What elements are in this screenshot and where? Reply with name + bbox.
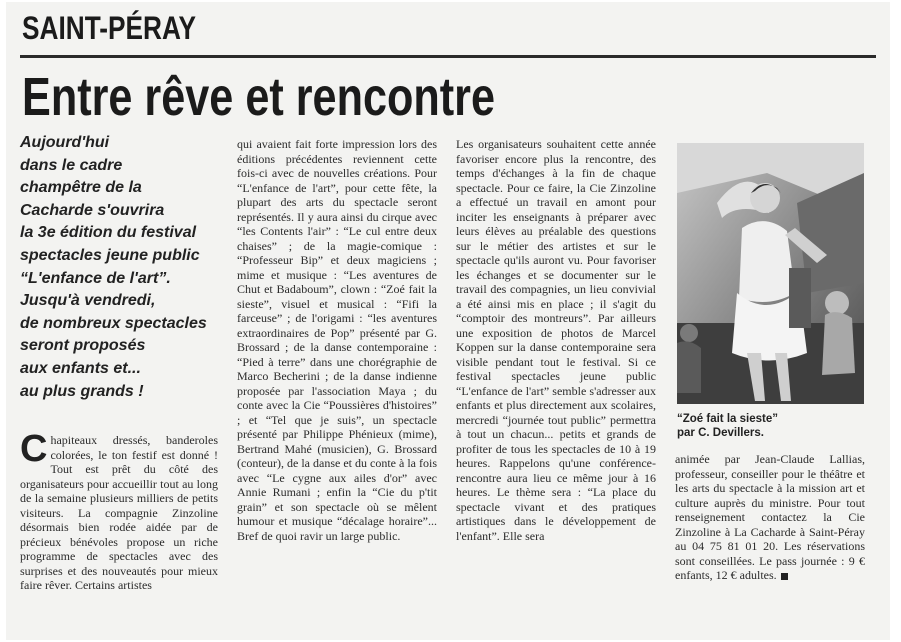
- lead-line: Jusqu'à vendredi,: [20, 292, 156, 310]
- lead-line: “L'enfance de l'art”.: [20, 269, 171, 287]
- lead-paragraph: [20, 132, 230, 403]
- headline: Entre rêve et rencontre: [22, 67, 495, 127]
- column-text: animée par Jean-Claude Lallias, professeur, conseiller pour le théâtre et les arts du spectacle à la mission art et culture auprès du ministre. Pour tout renseignement contactez la Cie Zinzoline à La Cacharde à Saint-Péray au 04 75 81 01 20. Les réservations sont conseillées. Le pass journée : 9 € enfants, 12 € adultes.: [675, 452, 865, 582]
- lead-line: champêtre de la: [20, 179, 142, 197]
- article-photo: [677, 143, 864, 404]
- article-column-4: [675, 452, 865, 604]
- caption-title: “Zoé fait la sieste”: [677, 413, 778, 425]
- lead-line: spectacles jeune public: [20, 246, 200, 264]
- article-column-3: [456, 137, 656, 603]
- lead-line: aux enfants et...: [20, 359, 141, 377]
- section-title: SAINT-PÉRAY: [22, 10, 197, 46]
- section-rule: [20, 55, 876, 58]
- lead-line: dans le cadre: [20, 156, 123, 174]
- column-text: qui avaient fait forte impression lors des éditions précédentes reviennent cette fois-ci avec de nouvelles créations. Pour “L'enfance de l'art”, pour cette fête, la plupart des arts du spectacle seront représentés. Il y aura ainsi du cirque avec “les Contents l'air” : “Le cul entre deux chaises” ; de la magie-comique : “Professeur Bip” et deux magiciens ; mime et musique : “Les aventures de Chut et Badaboum”, clown : “Zoé fait la sieste”, visuel et musical : “Fifi la farceuse” ; de l'origami : “les aventures extraordinaires de Pop” présenté par G. Brossard ; de la danse contemporaine : “Pied à terre” dans une chorégraphie de Marco Becherini ; de la danse indienne proposée par l'association Maya ; du conte avec la Cie “Poussières d'histoires” ; et “Tel que je suis”, un spectacle présenté par Philippe Phénieux (mime), Bertrand Mahé (musicien), G. Brossard (conteur), de la danse et du conte à la fois avec “Le cygne aux ailes d'or” avec Annie Rumani ; enfin la “Cie du p'tit grain” et son spectacle où se mêlent humour et musique “décalage horaire”... Bref de quoi ravir un large public.: [237, 137, 437, 543]
- lead-line: Aujourd'hui: [20, 134, 110, 151]
- article-column-1: [20, 433, 218, 601]
- drop-cap: C: [20, 433, 48, 470]
- lead-line: au plus grands !: [20, 382, 144, 400]
- column-text: Les organisateurs souhaitent cette année favoriser encore plus la rencontre, des temps d'échanges à la fin de chaque spectacle. Pour ce faire, la Cie Zinzoline a effectué un travail en amont pour inciter les enseignants à préparer avec leurs élèves au préalable des questions sur le métier des artistes et sur le spectacle qu'ils auront vu. Pour favoriser les échanges et se documenter sur le travail des compagnies, un lieu convivial a été ainsi mis en place ; il s'agit du “comptoir des montreurs”. Par ailleurs une exposition de photos de Marcel Koppen sur la danse contemporaine sera visible pendant tout le festival. Si ce festival spectacles jeune public “L'enfance de l'art” semble s'adresser aux enfants et plus directement aux scolaires, mercredi “journée tout public” permettra à tout un chacun... petits et grands de profiter de tous les spectacles de 10 à 19 heures. Rappelons qu'une conférence-rencontre aura lieu ce même jour à 16 heures. Le thème sera : “La place du spectacle vivant et des pratiques artistiques dans le développement de l'enfant”. Elle sera: [456, 137, 656, 543]
- lead-line: seront proposés: [20, 337, 146, 355]
- lead-line: la 3e édition du festival: [20, 224, 197, 242]
- lead-line: Cacharde s'ouvrira: [20, 201, 165, 219]
- article-column-2: [237, 137, 437, 603]
- photo-caption: [677, 412, 867, 440]
- caption-credit: par C. Devillers.: [677, 427, 764, 439]
- end-mark: [781, 573, 788, 580]
- photo-illustration: [677, 143, 864, 404]
- lead-line: de nombreux spectacles: [20, 314, 207, 332]
- column-text: hapiteaux dressés, banderoles colorées, le ton festif est donné ! Tout est prêt du côté des organisateurs pour accueillir tout au long de la semaine plusieurs milliers de petits visiteurs. La compagnie Zinzoline désormais bien rodée aidée par de précieux bénévoles propose un riche programme de spectacles avec des surprises et des nouveautés pour mieux faire rêver. Certains artistes: [20, 433, 218, 592]
